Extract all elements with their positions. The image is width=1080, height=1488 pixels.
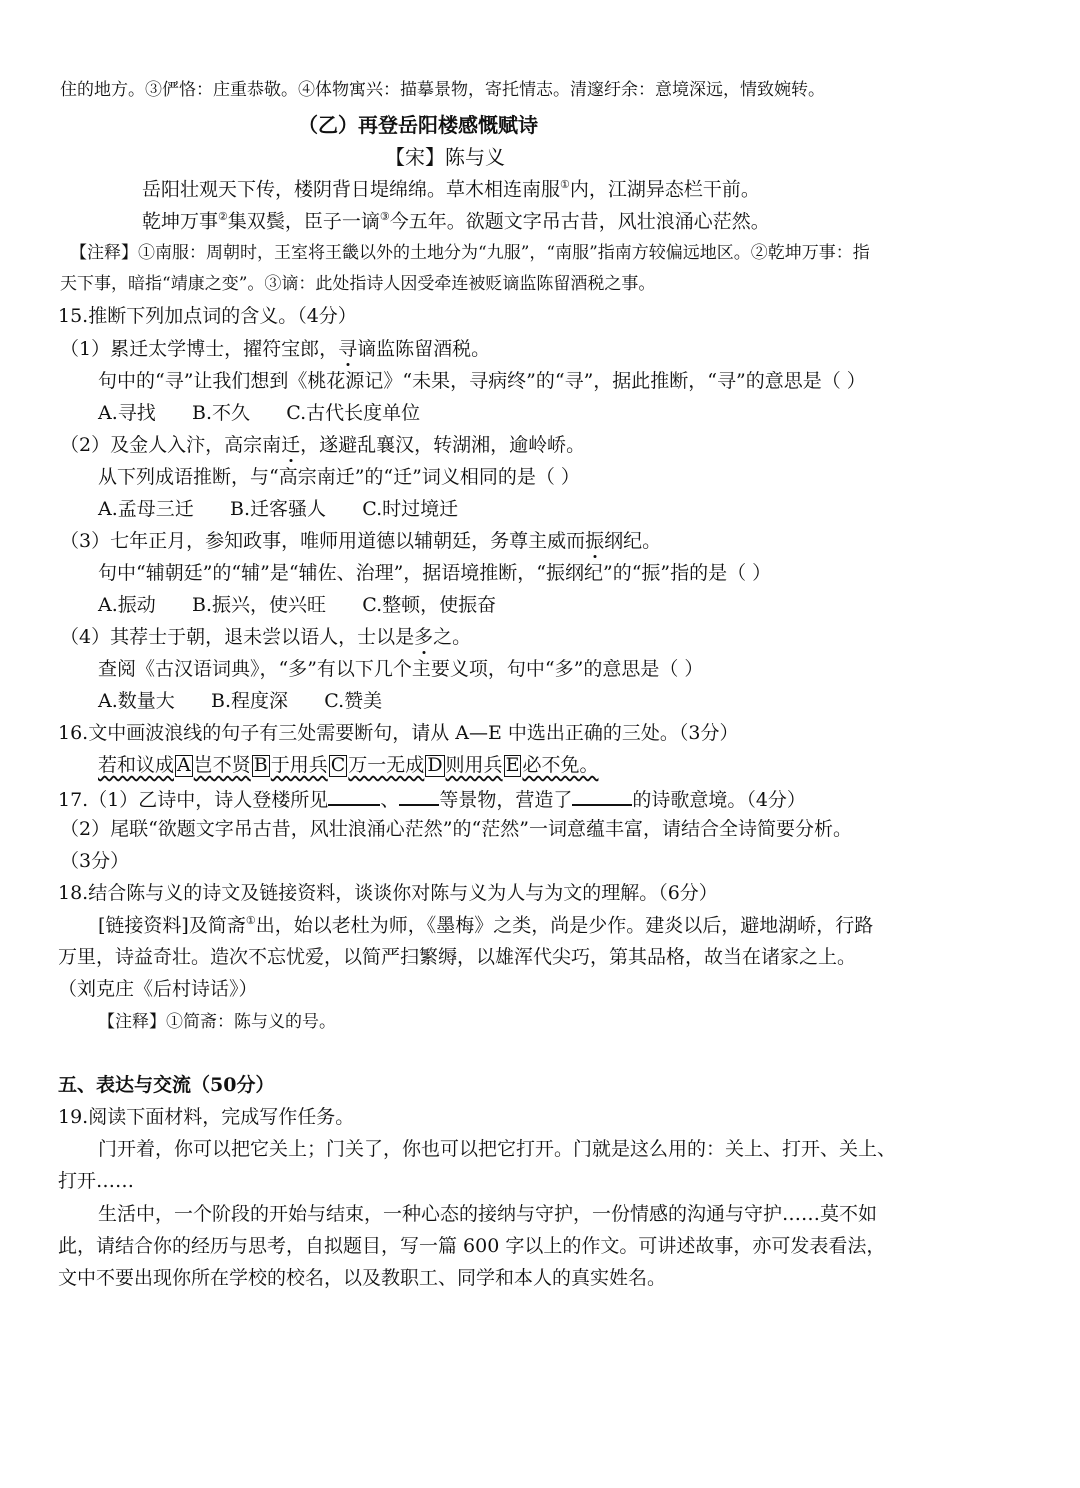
wavy-segment: 万一无成 [348,754,425,776]
linked-material-line-2: 万里，诗益奇壮。造次不忘忧爱，以简严扫繁缛，以雄浑代尖巧，第其品格，故当在诸家之上。 [58,946,857,968]
sentence-text: 之。 [433,626,472,648]
q15-question-2: 从下列成语推断，与“高宗南迁”的“迁”词义相同的是（ ） [98,466,580,488]
q15-options-2: A.孟母三迁 B.迁客骚人 C.时过境迁 [98,498,459,520]
section-5-title: 五、表达与交流（50分） [58,1074,275,1096]
question-17-part-1 [58,786,806,812]
poem-line-2-part-a: 乾坤万事 [142,210,219,233]
material-text: 出，始以老杜为师，《墨梅》之类，尚是少作。建炎以后，避地湖峤，行路 [255,914,874,937]
sentence-text: （2）及金人入汴，高宗南 [60,434,282,456]
material-text: [链接资料]及简斋 [98,914,246,937]
poem-author: 【宋】陈与义 [385,145,505,169]
footnote-marker: ③ [379,210,390,223]
question-17-part-2: （2）尾联“欲题文字吊古昔，风壮浪涌心茫然”的“茫然”一词意蕴丰富，请结合全诗简要分析。 [60,818,852,840]
wavy-segment: 则用兵 [445,754,503,776]
q15-sentence-1 [60,338,490,361]
linked-material-note: 【注释】①简斋：陈与义的号。 [98,1012,336,1032]
q15-options-4: A.数量大 B.程度深 C.赞美 [98,690,383,712]
writing-material-p2-line-3: 文中不要出现你所在学校的校名，以及教职工、同学和本人的真实姓名。 [58,1267,667,1289]
footnote-marker: ② [218,210,228,223]
poem-line-2 [142,210,770,233]
poem-line-2-part-c: 今五年。欲题文字吊古昔，风壮浪涌心茫然。 [389,210,770,233]
footnote-marker: ① [560,178,570,191]
answer-blank[interactable] [328,786,380,806]
question-19-stem: 19.阅读下面材料，完成写作任务。 [58,1106,355,1128]
q15-sentence-3 [60,530,661,553]
dotted-word: 多 [414,626,434,648]
linked-material-source: （刘克庄《后村诗话》） [58,978,258,1000]
writing-material-p2-line-2: 此，请结合你的经历与思考，自拟题目，写一篇 600 字以上的作文。可讲述故事，亦可发表看法， [58,1235,886,1257]
break-mark-d: D [427,754,443,776]
question-18-stem: 18.结合陈与义的诗文及链接资料，谈谈你对陈与义为人与为文的理解。（6分） [58,882,718,904]
sentence-text: 纲纪。 [604,530,662,552]
poem-line-1 [142,178,760,201]
writing-material-p1-line-2: 打开…… [58,1170,135,1192]
q15-question-1: 句中的“寻”让我们想到《桃花源记》“未果，寻病终”的“寻”，据此推断，“寻”的意思是（ ） [98,370,866,392]
poem-line-2-part-b: 集双鬓，臣子一谪 [227,210,380,233]
wavy-segment: 必不免。 [522,754,599,776]
previous-notes-continuation: 住的地方。③俨恪：庄重恭敬。④体物寓兴：描摹景物，寄托情志。清邃纡余：意境深远，情致婉转。 [60,80,825,100]
sentence-text: （1）累迁太学博士，擢符宝郎， [60,338,339,360]
wavy-segment: 岂不贤 [193,754,251,776]
poem-notes-line-1: 【注释】①南服：周朝时，王室将王畿以外的土地分为“九服”，“南服”指南方较偏远地区。②乾坤万事：指 [70,243,870,263]
question-text: 、 [380,789,400,811]
dotted-word: 迁 [281,434,301,456]
poem-title: （乙）再登岳阳楼感慨赋诗 [298,113,538,137]
question-16-stem: 16.文中画波浪线的句子有三处需要断句，请从 A—E 中选出正确的三处。（3分） [58,722,739,744]
poem-notes-line-2: 天下事，暗指“靖康之变”。③谪：此处指诗人因受牵连被贬谪监陈留酒税之事。 [60,274,656,294]
question-17-score: （3分） [60,850,130,872]
sentence-text: （3）七年正月，参知政事，唯师用道德以辅朝廷，务尊主威而 [60,530,586,552]
q15-sentence-4 [60,626,471,649]
break-mark-e: E [505,754,520,776]
break-mark-a: A [177,754,191,776]
wavy-segment: 若和议成 [98,754,175,776]
question-text: 等景物，营造了 [439,789,573,811]
sentence-text: （4）其荐士于朝，退未尝以语人，士以是 [60,626,415,648]
dotted-word: 振 [585,530,605,552]
writing-material-p2-line-1: 生活中，一个阶段的开始与结束，一种心态的接纳与守护，一份情感的沟通与守护……莫不如 [98,1203,878,1225]
break-mark-b: B [253,754,268,776]
writing-material-p1-line-1: 门开着，你可以把它关上；门关了，你也可以把它打开。门就是这么用的：关上、打开、关上、 [98,1138,897,1160]
answer-blank[interactable] [572,786,632,806]
dotted-word: 寻 [338,338,358,360]
question-15-stem: 15.推断下列加点词的含义。（4分） [58,305,357,327]
q15-options-1: A.寻找 B.不久 C.古代长度单位 [98,402,421,424]
sentence-text: ，遂避乱襄汉，转湖湘，逾岭峤。 [300,434,586,456]
question-text: 的诗歌意境。（4分） [632,789,806,811]
break-mark-c: C [330,754,346,776]
q15-question-4: 查阅《古汉语词典》，“多”有以下几个主要义项，句中“多”的意思是（ ） [98,658,704,680]
q15-question-3: 句中“辅朝廷”的“辅”是“辅佐、治理”，据语境推断，“振纲纪”的“振”指的是（ ） [98,562,772,584]
poem-line-1-part-a: 岳阳壮观天下传，楼阴背日堤绵绵。草木相连南服 [142,178,561,201]
poem-line-1-part-b: 内，江湖异态栏干前。 [569,178,760,201]
q15-sentence-2 [60,434,585,457]
q16-wavy-sentence [98,754,598,777]
wavy-segment: 于用兵 [270,754,328,776]
question-text: 17.（1）乙诗中，诗人登楼所见 [58,789,329,811]
answer-blank[interactable] [399,786,439,806]
sentence-text: 谪监陈留酒税。 [357,338,491,360]
q15-options-3: A.振动 B.振兴，使兴旺 C.整顿，使振奋 [98,594,497,616]
linked-material-line-1 [98,914,873,937]
footnote-marker: ① [245,914,256,927]
